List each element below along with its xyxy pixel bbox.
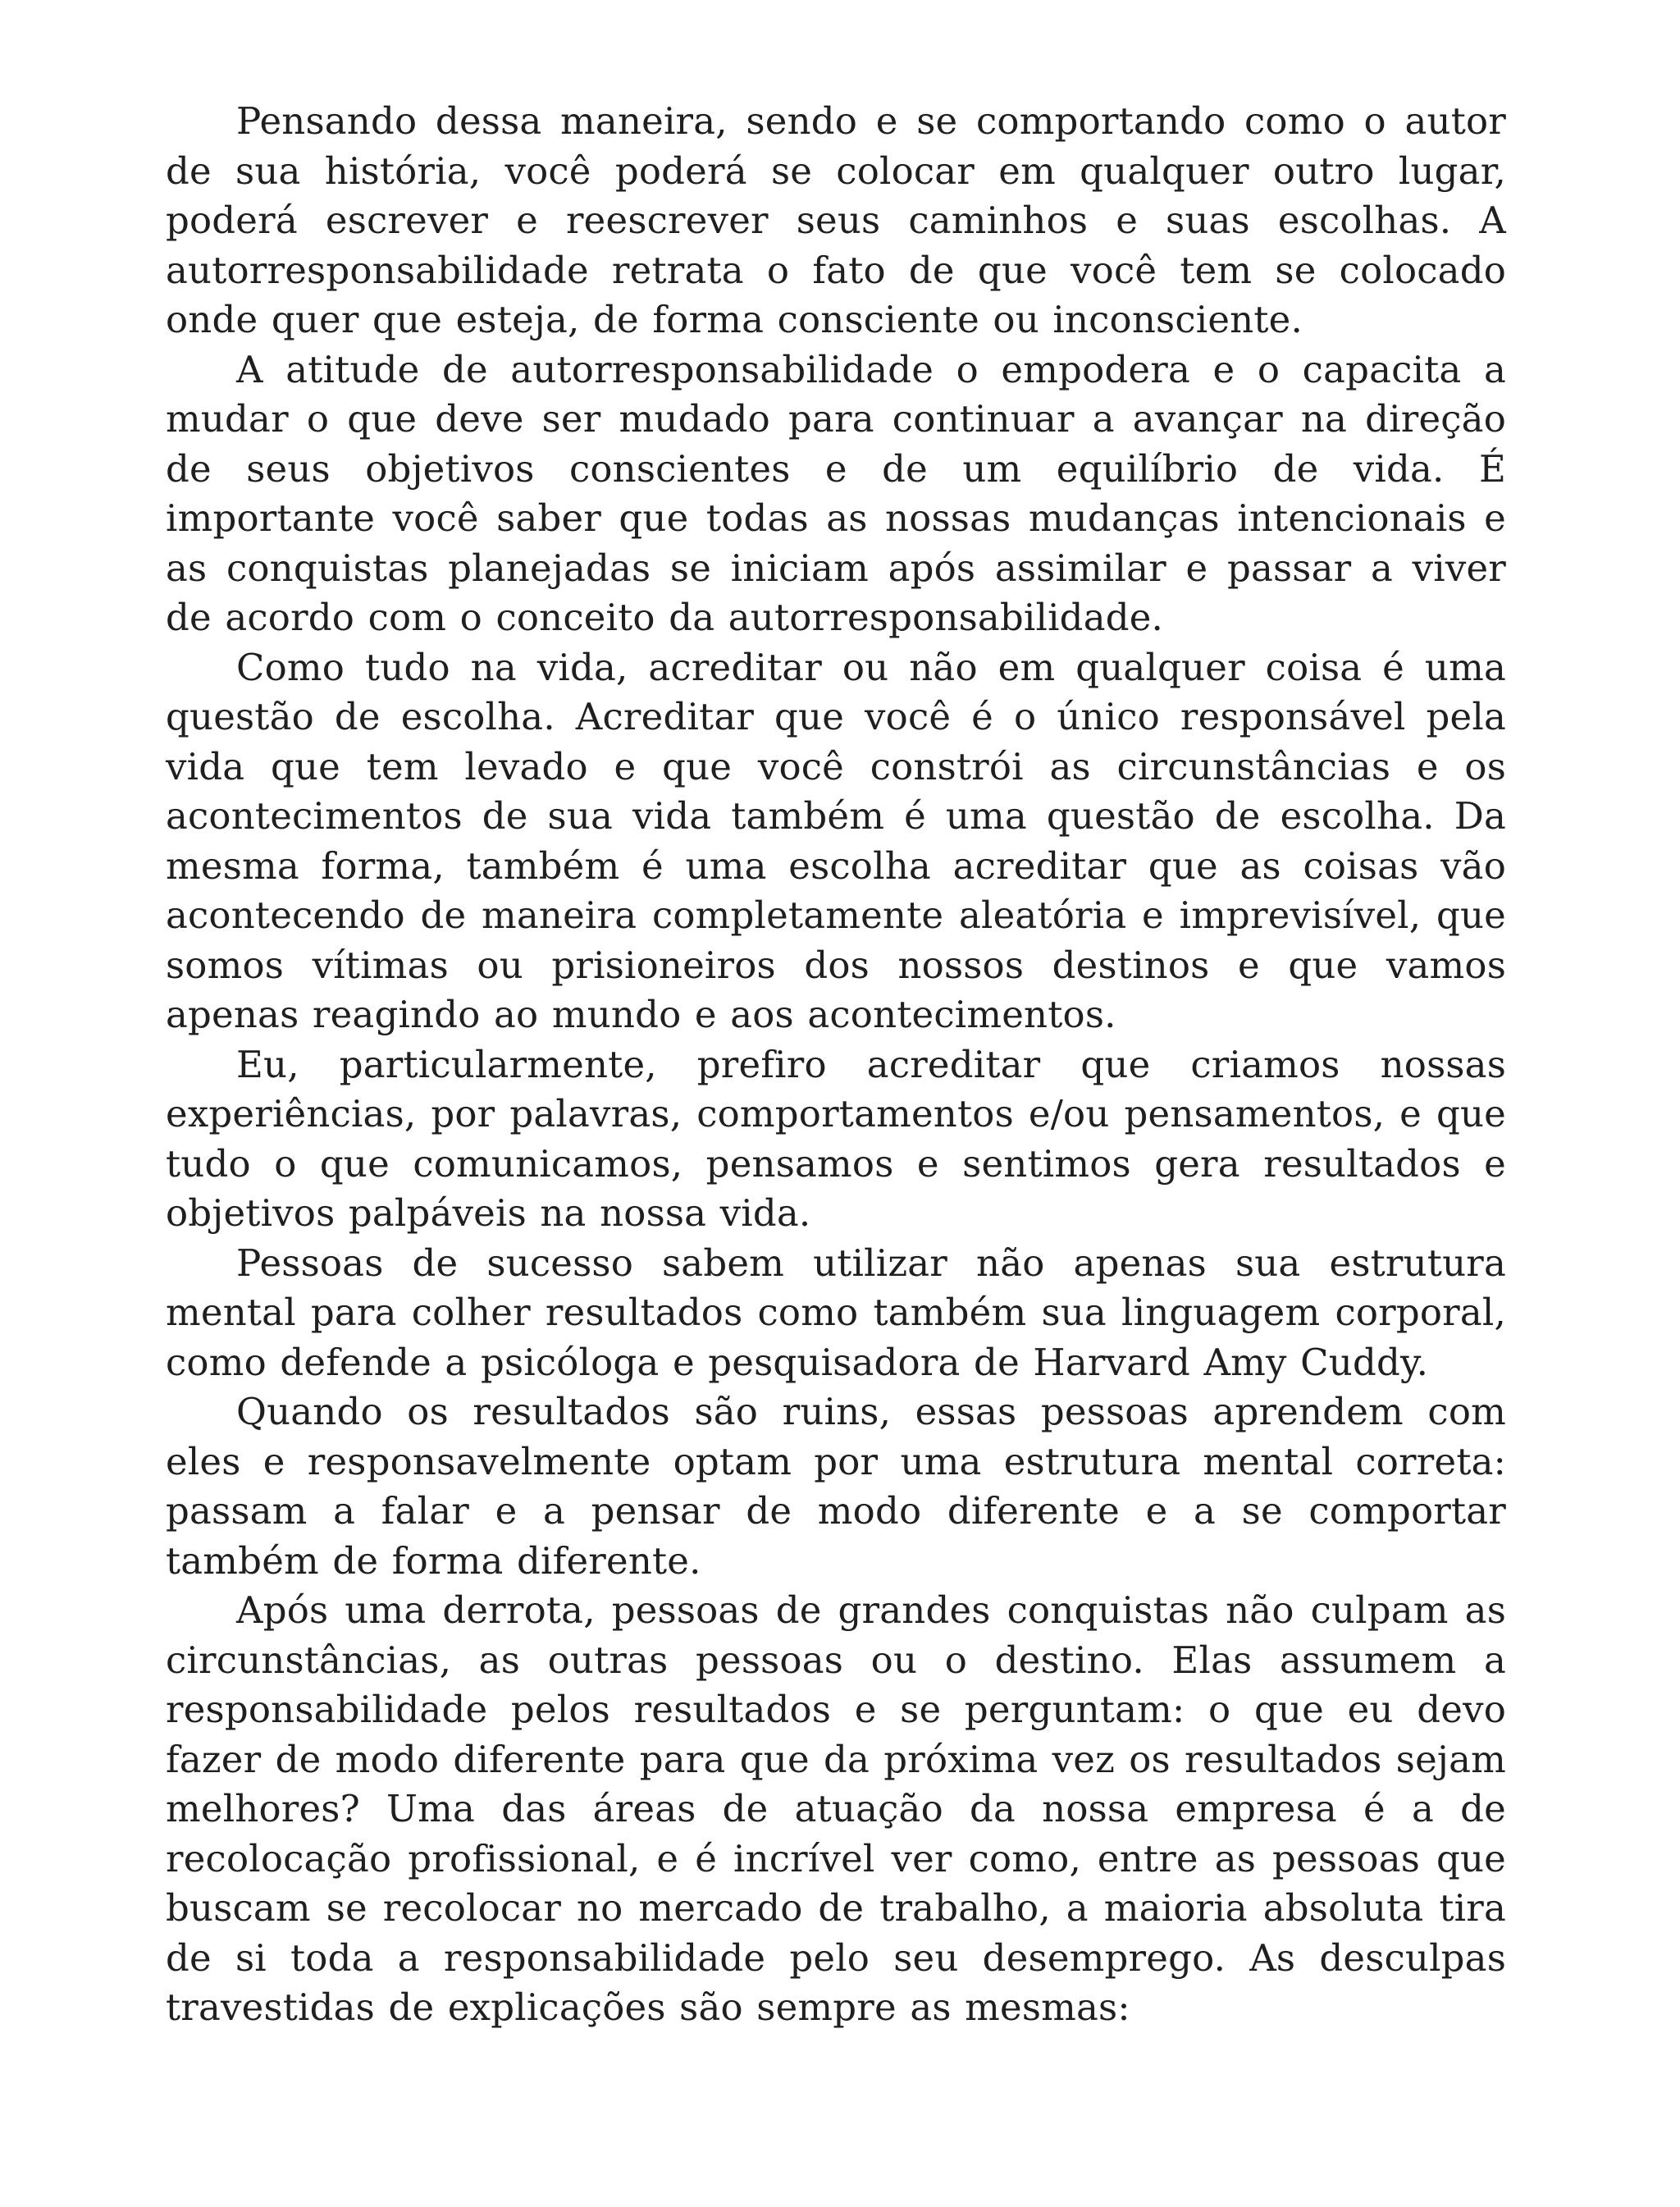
paragraph: Quando os resultados são ruins, essas pessoas aprendem com eles e responsavelmente optam por uma estrutura mental correta: passam a falar e a pensar de modo diferente e a se comportar também de forma diferente. <box>166 1390 1506 1583</box>
paragraph: Após uma derrota, pessoas de grandes conquistas não culpam as circunstâncias, as outras pessoas ou o destino. Elas assumem a responsabilidade pelos resultados e se perguntam: o que eu devo fazer de modo diferente para que da próxima vez os resultados sejam melhores? Uma das áreas de atuação da nossa empresa é a de recolocação profissional, e é incrível ver como, entre as pessoas que buscam se recolocar no mercado de trabalho, a maioria absoluta tira de si toda a responsabilidade pelo seu desemprego. As desculpas travestidas de explicações são sempre as mesmas: <box>166 1588 1506 2029</box>
body-text <box>166 97 1506 2033</box>
paragraph: Pessoas de sucesso sabem utilizar não apenas sua estrutura mental para colher resultados como também sua linguagem corporal, como defende a psicóloga e pesquisadora de Harvard Amy Cuddy. <box>166 1241 1506 1384</box>
paragraph: Pensando dessa maneira, sendo e se comportando como o autor de sua história, você poderá se colocar em qualquer outro lugar, poderá escrever e reescrever seus caminhos e suas escolhas. A autorresponsabilidade retrata o fato de que você tem se colocado onde quer que esteja, de forma consciente ou inconsciente. <box>166 99 1506 341</box>
paragraph: Como tudo na vida, acreditar ou não em qualquer coisa é uma questão de escolha. Acreditar que você é o único responsável pela vida que tem levado e que você constrói as circunstâncias e os acontecimentos de sua vida também é uma questão de escolha. Da mesma forma, também é uma escolha acreditar que as coisas vão acontecendo de maneira completamente aleatória e imprevisível, que somos vítimas ou prisioneiros dos nossos destinos e que vamos apenas reagindo ao mundo e aos acontecimentos. <box>166 645 1506 1036</box>
paragraph: A atitude de autorresponsabilidade o empodera e o capacita a mudar o que deve ser mudado para continuar a avançar na direção de seus objetivos conscientes e de um equilíbrio de vida. É importante você saber que todas as nossas mudanças intencionais e as conquistas planejadas se iniciam após assimilar e passar a viver de acordo com o conceito da autorresponsabilidade. <box>166 347 1506 639</box>
paragraph: Eu, particularmente, prefiro acreditar que criamos nossas experiências, por palavras, comportamentos e/ou pensamentos, e que tudo o que comunicamos, pensamos e sentimos gera resultados e objetivos palpáveis na nossa vida. <box>166 1042 1506 1235</box>
